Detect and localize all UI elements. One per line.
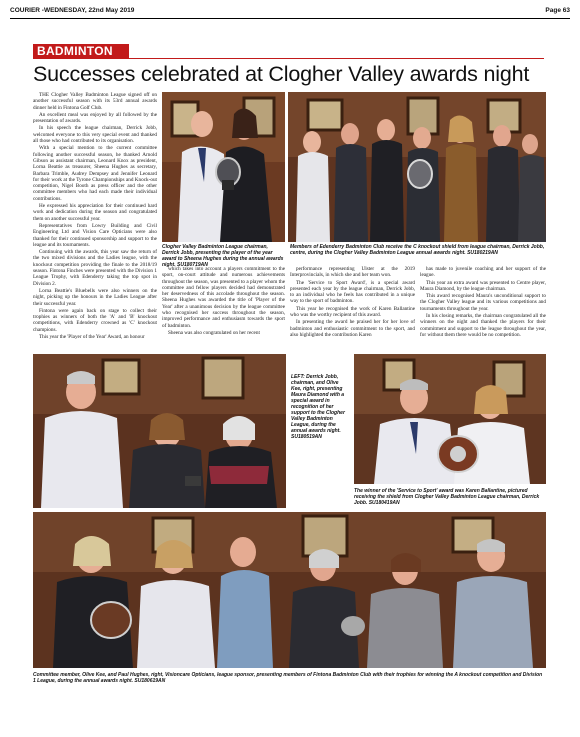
section-label: BADMINTON <box>33 44 129 59</box>
page-number: Page 63 <box>545 6 570 14</box>
article-paragraph: This year an extra award was presented to Centre player, Maura Diamond, by the league chairman. <box>420 279 546 292</box>
article-paragraph: which takes into account a players commitment to the sport, on-court attitude and numerous achievements throughout the season, was presented to a player whom the committee and fellow players decided had demonstrated her deservedness of this accolade throughout the season. Sheena Hughes was awarded the title of 'Player of the Year' after a unanimous decision by the league committee who recognised her success throughout the season, improved performance and enthusiasm towards the sport of badminton. <box>162 266 285 329</box>
caption-photo3: LEFT: Derrick Jobb, chairman, and Olive Kee, right, presenting Maura Diamond with a special award in recognition of her support to the Clogher Valley Badminton League, during the annual awards night. SU180519AN <box>288 372 350 442</box>
article-paragraph: This year he recognised the work of Karen Ballantine who was the worthy recipient of this award. <box>290 305 415 319</box>
article-paragraph: performance representing Ulster at the 2019 Interprovincials, in which she and her team won. <box>290 266 415 279</box>
article-column-1 <box>33 92 157 341</box>
article-paragraph: In presenting the award he praised her for her love of badminton and enthusiastic commitment to the sport, and also highlighted the contribution Karen <box>290 319 415 338</box>
article-paragraph: THE Clogher Valley Badminton League signed off on another successful season with its 53rd annual awards dinner held in Fintona Golf Club. <box>33 92 157 111</box>
page-header <box>10 4 570 16</box>
article-paragraph: This year the 'Player of the Year' Award, an honour <box>39 333 145 340</box>
caption-photo5: Committee member, Olive Kee, and Paul Hughes, right, Visioncare Opticians, league sponsor, presenting members of Fintona Badminton Club with their trophies for winning the A knockout competition and Division 1 League, during the annual awards night. SU180619AN <box>33 672 543 684</box>
article-paragraph: With a special mention to the current committee following another successful season, he thanked Arnold Gibson as assistant chairman, Leonard Knox as president, Lorna Beattie as treasurer, Sheena Hughes as secretary, Barbara Trimble, Audrey Dempsey and Jennifer Leonard for their work at the Tyrone Championships and Knock-out competition, Nigel Booth as press officer and the other committee members who had each made their individual contributions. <box>33 145 157 202</box>
caption-photo2: Members of Edenderry Badminton Club receive the C knockout shield from league chairman, Derrick Jobb, centre, during the Clogher Valley Badminton League annual awards night. SU180219AN <box>290 244 545 256</box>
article-paragraph: Fintona were again back on stage to collect their trophies as winners of both the 'A' and 'B' knockout competitions, with Edenderry crowned as 'C' knockout champions. <box>33 307 157 333</box>
header-rule <box>10 18 570 19</box>
article-paragraph: He expressed his appreciation for their continued hard work and dedication during the season and congratulated them on another successful year. <box>33 203 157 222</box>
publication-date: COURIER -WEDNESDAY, 22nd May 2019 <box>10 6 135 14</box>
section-rule <box>129 58 544 59</box>
photo-player-of-year <box>162 92 285 242</box>
article-paragraph: This award recognised Maura's unconditional support to the Clogher Valley league and its various competitions and tournaments throughout the year. <box>420 293 546 312</box>
article-paragraph: has made to juvenile coaching and her support of the league. <box>420 266 546 279</box>
article-column-3 <box>290 266 415 339</box>
caption-photo4: The winner of the 'Service to Sport' award was Karen Ballantine, pictured receiving the shield from Clogher Valley Badminton League chairman, Derrick Jobb. SU180419AN <box>354 488 540 506</box>
article-column-2 <box>162 266 285 337</box>
photo-maura-diamond <box>33 354 286 508</box>
photo-edenderry-club <box>288 92 546 242</box>
article-paragraph: In his speech the league chairman, Derrick Jobb, welcomed everyone to this very special event and thanked all those who had contributed to its organisation. <box>33 125 157 145</box>
photo-fintona-club <box>33 512 546 668</box>
article-paragraph: Representatives from Lowry Building and Civil Engineering Ltd and Vision Care Opticians were also thanked for their continued sponsorship and support to the league and its tournaments. <box>33 222 157 248</box>
article-paragraph: In his closing remarks, the chairman congratulated all the winners on the night and thanked the players for their commitment and support to the league throughout the year, for without them there would be no competition. <box>420 313 546 338</box>
headline: Successes celebrated at Clogher Valley awards night <box>33 62 530 86</box>
article-paragraph: The 'Service to Sport Award', is a special award presented each year by the league chairman, Derrick Jobb, to an individual who he feels has contributed in a unique way to the sport of badminton. <box>290 279 415 305</box>
caption-photo1: Clogher Valley Badminton League chairman, Derrick Jobb, presenting the player of the year award to Sheena Hughes during the annual awards night. SU180719AN <box>162 244 284 268</box>
article-paragraph: Lorna Beattie's Bluebells were also winners on the night, picking up the honours in the Ladies League after their successful year. <box>33 287 157 307</box>
article-paragraph: An excellent meal was enjoyed by all followed by the presentation of awards. <box>33 111 157 125</box>
article-paragraph: Continuing with the awards, this year saw the return of the two mixed divisions and the Ladies league, with the knockout competition providing the finale to the 2018/19 season. Fintona Finches were presented with the Division 1 League Trophy, with Edenderry taking the top spot in Division 2. <box>33 249 157 287</box>
article-column-4 <box>420 266 546 339</box>
article-paragraph: Sheena was also congratulated on her recent <box>168 329 260 336</box>
photo-karen-ballantine <box>354 354 546 484</box>
